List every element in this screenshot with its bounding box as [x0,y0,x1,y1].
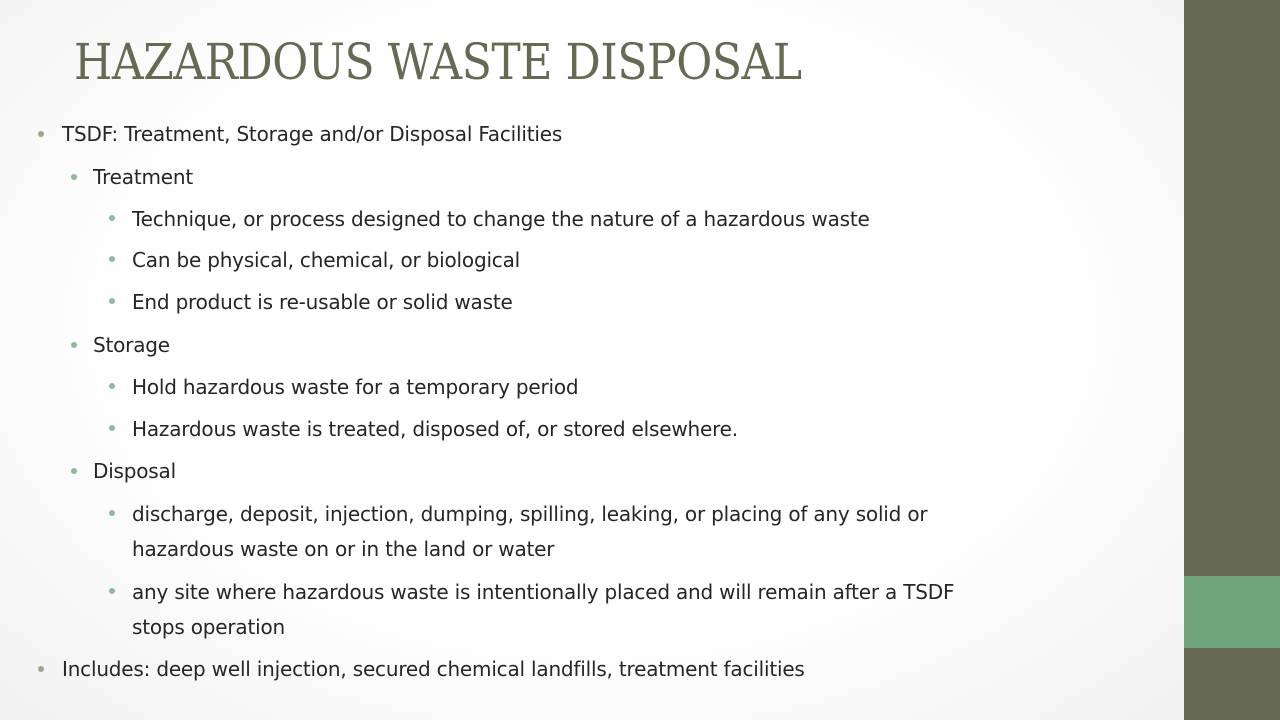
bullet-text: Hold hazardous waste for a temporary period [132,375,579,399]
bullet-dot [71,342,77,348]
bullet-dot [38,666,44,672]
bullet-text: Storage [93,333,170,357]
bullet-text: Includes: deep well injection, secured chemical landfills, treatment facilities [62,657,805,681]
bullet-dot [109,298,115,304]
bullet-text: discharge, deposit, injection, dumping, spilling, leaking, or placing of any solid or [132,502,928,526]
slide-title: HAZARDOUS WASTE DISPOSAL [74,33,802,91]
bullet-dot [109,383,115,389]
bullet-text-continuation: hazardous waste on or in the land or water [132,537,555,561]
bullet-text: Can be physical, chemical, or biological [132,248,521,272]
bullet-dot [71,174,77,180]
bullet-dot [38,131,44,137]
bullet-text: Treatment [93,165,193,189]
bullet-dot [71,468,77,474]
bullet-text: End product is re-usable or solid waste [132,290,513,314]
bullet-text-continuation: stops operation [132,615,285,639]
bullet-text: TSDF: Treatment, Storage and/or Disposal Facilities [62,122,563,146]
bullet-dot [109,510,115,516]
bullet-text: Hazardous waste is treated, disposed of, or stored elsewhere. [132,417,738,441]
sidebar-accent-block [1184,576,1280,648]
bullet-dot [109,215,115,221]
bullet-dot [109,256,115,262]
bullet-text: any site where hazardous waste is intentionally placed and will remain after a TSDF [132,580,955,604]
bullet-text: Disposal [93,459,176,483]
bullet-text: Technique, or process designed to change the nature of a hazardous waste [132,207,870,231]
bullet-dot [109,425,115,431]
bullet-dot [109,588,115,594]
